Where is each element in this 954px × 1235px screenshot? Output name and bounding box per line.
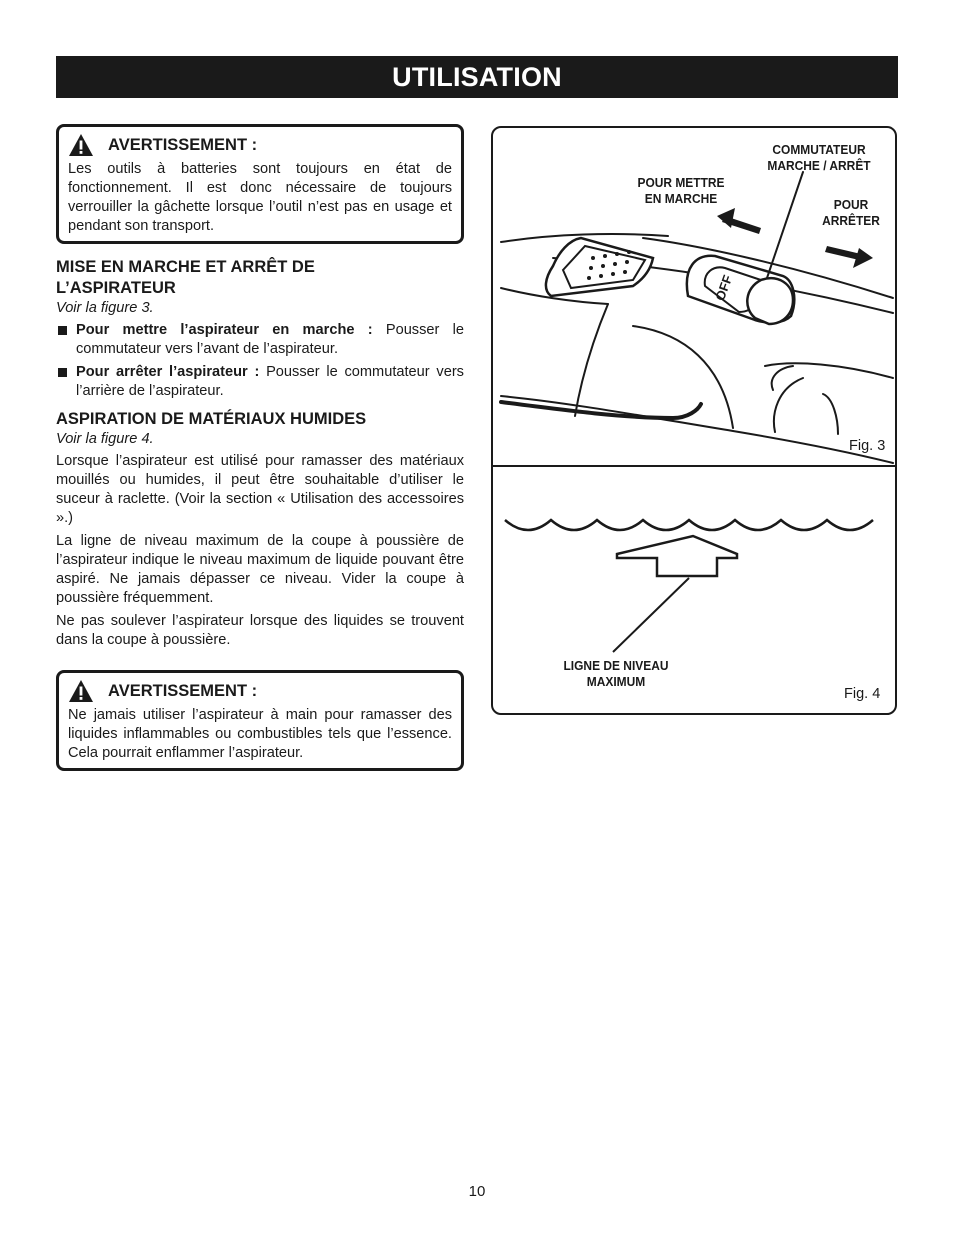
bullet-list — [56, 321, 464, 401]
bullet-bold-lead: Pour mettre l’aspirateur en marche : — [76, 322, 373, 338]
figure-reference: Voir la figure 4. — [56, 431, 154, 447]
label-line: MAXIMUM — [586, 674, 646, 689]
warning-box-flammable — [56, 670, 464, 771]
figure-caption: Fig. 4 — [844, 686, 881, 702]
label-line: MARCHE / ARRÊT — [767, 158, 871, 173]
label-line: POUR METTRE — [637, 175, 725, 190]
left-column — [56, 124, 464, 771]
label-line: POUR — [833, 197, 869, 212]
paragraph: Lorsque l’aspirateur est utilisé pour ramasser des matériaux mouillés ou humides, il peut être souhaitable d’utiliser le suceur à raclette. (Voir la section « Utilisation des accessoires ».) — [56, 453, 464, 526]
warning-triangle-icon — [68, 679, 94, 703]
warning-triangle-icon — [68, 133, 94, 157]
max-level-label — [547, 658, 685, 690]
figure-frame — [491, 126, 897, 715]
label-line: LIGNE DE NIVEAU — [563, 658, 669, 673]
label-line: COMMUTATEUR — [772, 142, 866, 157]
label-line: ARRÊTER — [822, 213, 880, 228]
label-pointer-line — [613, 578, 689, 652]
paragraph: Ne pas soulever l’aspirateur lorsque des liquides se trouvent dans la coupe à poussière. — [56, 613, 464, 648]
arrow-off-icon — [825, 246, 873, 268]
warning-header — [68, 133, 452, 157]
warning-box-batteries — [56, 124, 464, 244]
warning-title: AVERTISSEMENT : — [108, 681, 258, 700]
section-heading-on-off — [56, 257, 464, 299]
bullet-bold-lead: Pour arrêter l’aspirateur : — [76, 364, 260, 380]
figure-caption: Fig. 3 — [849, 438, 886, 454]
section-heading-line: MISE EN MARCHE ET ARRÊT DE — [56, 258, 315, 276]
page-title-bar — [56, 56, 898, 98]
warning-header — [68, 679, 452, 703]
liquid-wave-line — [505, 520, 873, 530]
max-level-arrow-icon — [617, 536, 737, 576]
bullet-text: Pousser le commutateur vers l’avant de l’aspirateur. — [76, 322, 464, 357]
section-heading-wet: ASPIRATION DE MATÉRIAUX HUMIDES — [56, 410, 367, 428]
turn-off-label — [814, 197, 888, 229]
label-line: EN MARCHE — [644, 191, 718, 206]
list-item — [56, 363, 464, 401]
bullet-square-icon — [58, 368, 67, 377]
warning-text: Ne jamais utiliser l’aspirateur à main pour ramasser des liquides inflammables ou combustibles tels que l’essence. Cela pourrait enflammer l’aspirateur. — [68, 707, 452, 761]
page-number: 10 — [468, 1183, 486, 1200]
section-heading-line: L’ASPIRATEUR — [56, 279, 176, 297]
page-title: UTILISATION — [392, 61, 562, 92]
switch-off-text: OFF — [712, 273, 736, 303]
warning-text: Les outils à batteries sont toujours en état de fonctionnement. Il est donc nécessaire de toujours verrouiller la gâchette lorsque l’outil n’est pas en usage et pendant son transport. — [68, 161, 452, 234]
switch-label — [760, 142, 878, 174]
list-item — [56, 321, 464, 359]
paragraph: La ligne de niveau maximum de la coupe à poussière de l’aspirateur indique le niveau maximum de liquide pouvant être aspiré. Ne jamais dépasser ce niveau. Vider la coupe à poussière fréquemment. — [56, 533, 464, 606]
bullet-square-icon — [58, 326, 67, 335]
figure-reference: Voir la figure 3. — [56, 300, 154, 316]
turn-on-label — [626, 175, 736, 207]
arrow-on-icon — [717, 208, 761, 234]
warning-title: AVERTISSEMENT : — [108, 135, 258, 154]
bullet-text: Pousser le commutateur vers l’arrière de l’aspirateur. — [76, 364, 464, 399]
